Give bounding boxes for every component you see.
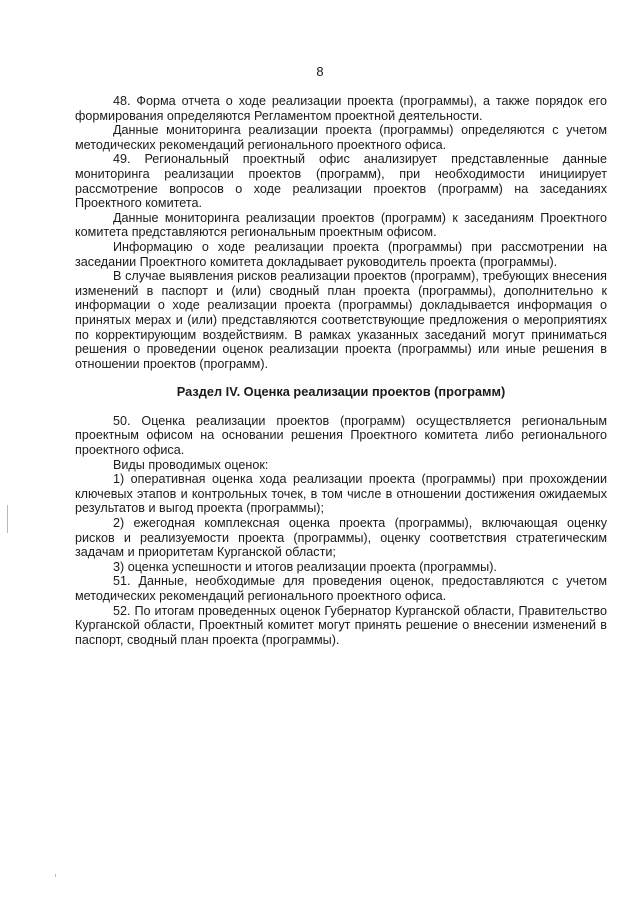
scan-artifact [55, 874, 56, 877]
paragraph: 48. Форма отчета о ходе реализации проекта (программы), а также порядок его формирования определяются Регламентом проектной деятельности. [75, 94, 607, 123]
paragraph: 49. Региональный проектный офис анализирует представленные данные мониторинга реализации проектов (программ), при необходимости инициирует рассмотрение вопросов о ходе реализации проектов (программ) на заседаниях Проектного комитета. [75, 152, 607, 211]
paragraph: Данные мониторинга реализации проектов (программ) к заседаниям Проектного комитета представляются региональным проектным офисом. [75, 210, 607, 240]
paragraph: Данные мониторинга реализации проекта (программы) определяются с учетом методических рекомендаций регионального проектного офиса. [75, 123, 607, 152]
paragraph: 52. По итогам проведенных оценок Губернатор Курганской области, Правительство Курганской области, Проектный комитет могут принять решение о внесении изменений в паспорт, сводный план проекта (программы). [75, 603, 607, 647]
paragraph: 1) оперативная оценка хода реализации проекта (программы) при прохождении ключевых этапов и контрольных точек, в том числе в отношении достижения ожидаемых результатов и выгод проекта (программы); [75, 472, 607, 516]
paragraph: В случае выявления рисков реализации проектов (программ), требующих внесения изменений в паспорт и (или) сводный план проекта (программы), дополнительно к информации о ходе реализации проекта (программы) докладывается информация о принятых мерах и (или) представляются соответствующие предложения о мероприятиях по корректирующим воздействиям. В рамках указанных заседаний могут приниматься решения о проведении оценок реализации проекта (программы) или иные решения в отношении проектов (программ). [75, 269, 607, 371]
paragraph: 50. Оценка реализации проектов (программ) осуществляется региональным проектным офисом на основании решения Проектного комитета либо регионального проектного офиса. [75, 413, 607, 458]
document-body [75, 94, 607, 647]
paragraph: Виды проводимых оценок: [113, 457, 269, 472]
paragraph: 3) оценка успешности и итогов реализации проекта (программы). [113, 559, 497, 574]
scan-artifact [7, 505, 8, 533]
section-heading: Раздел IV. Оценка реализации проектов (программ) [176, 384, 506, 400]
paragraph: 2) ежегодная комплексная оценка проекта (программы), включающая оценку рисков и реализуемости проекта (программы), оценку соответствия стратегическим задачам и приоритетам Курганской области; [75, 516, 607, 560]
paragraph: Информацию о ходе реализации проекта (программы) при рассмотрении на заседании Проектного комитета докладывает руководитель проекта (программы). [75, 239, 607, 269]
page-number: 8 [316, 64, 324, 79]
paragraph: 51. Данные, необходимые для проведения оценок, предоставляются с учетом методических рекомендаций регионального проектного офиса. [75, 574, 607, 603]
